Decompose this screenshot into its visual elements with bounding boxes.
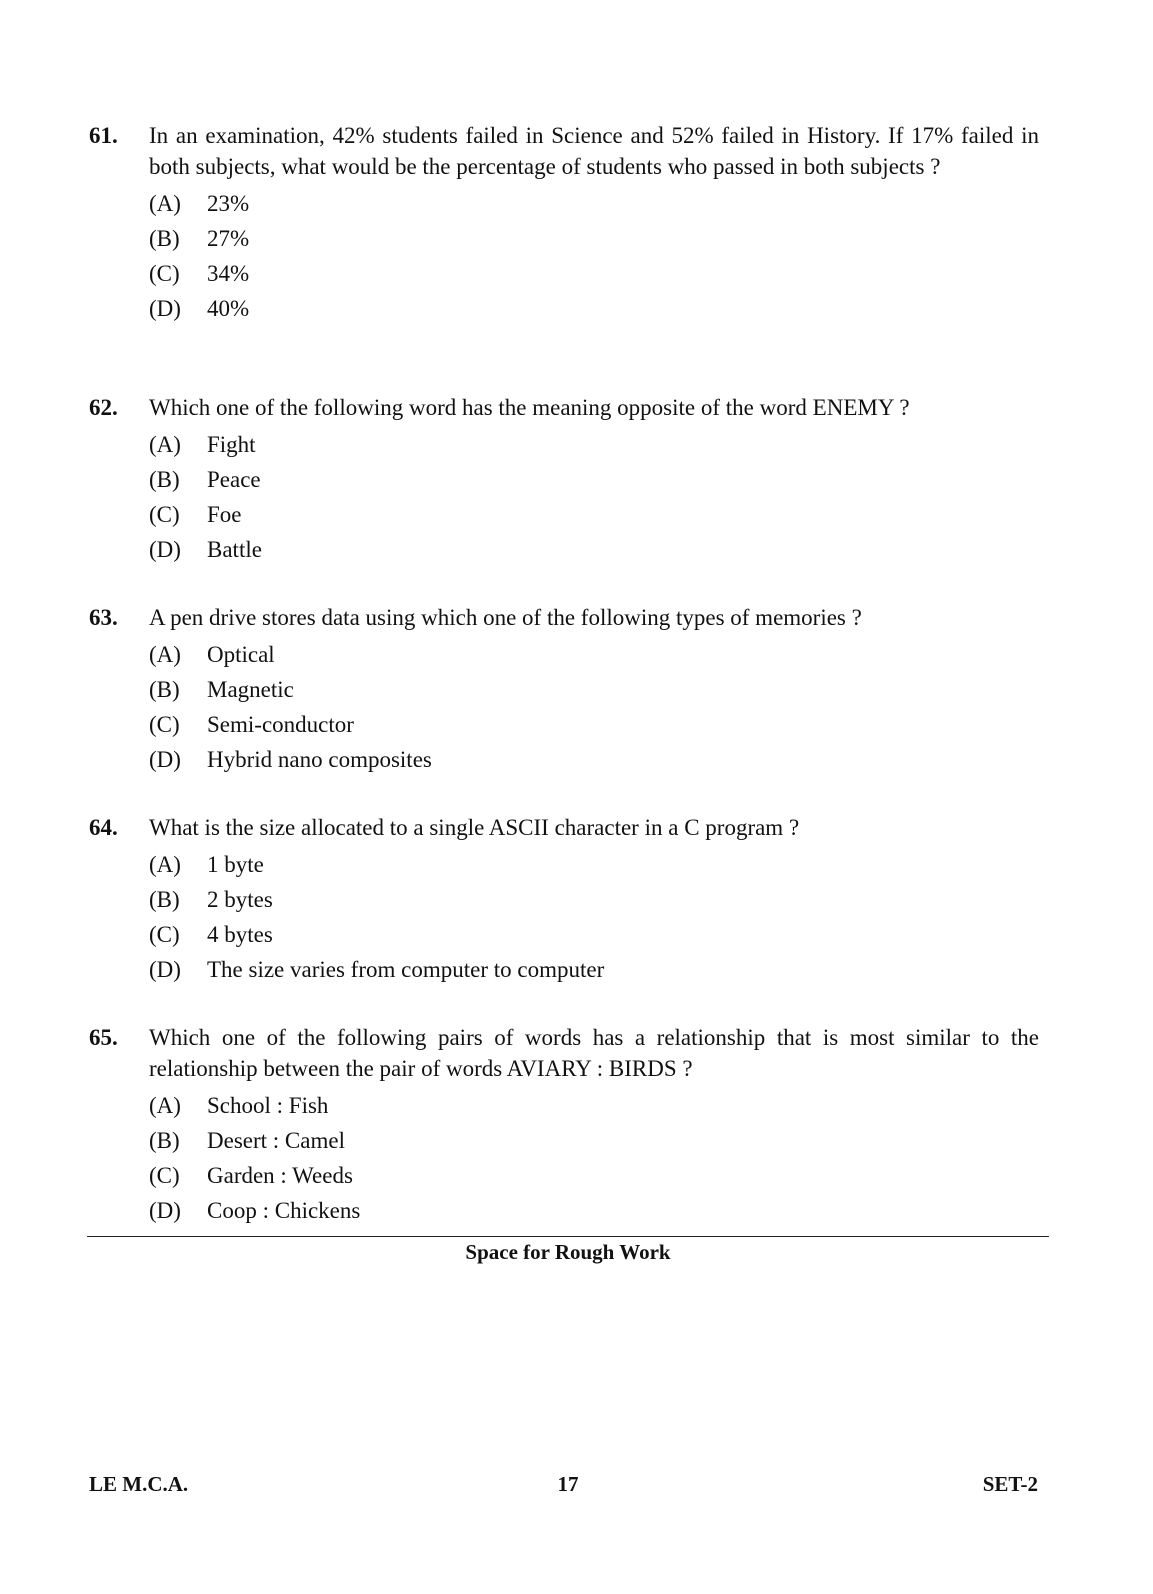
option-text: Hybrid nano composites	[207, 747, 432, 772]
option-letter: (B)	[149, 226, 180, 251]
question-65	[89, 1022, 1039, 1228]
option-b	[149, 462, 1039, 497]
option-text: 4 bytes	[207, 922, 273, 947]
question-number: 61.	[89, 123, 118, 148]
option-letter: (A)	[149, 191, 181, 216]
option-b	[149, 221, 1039, 256]
option-text: 1 byte	[207, 852, 264, 877]
option-letter: (D)	[149, 747, 181, 772]
question-text: Which one of the following word has the meaning opposite of the word ENEMY ?	[149, 395, 910, 420]
question-number: 63.	[89, 605, 118, 630]
question-text: A pen drive stores data using which one of the following types of memories ?	[149, 605, 862, 630]
option-letter: (A)	[149, 1093, 181, 1118]
option-text: Coop : Chickens	[207, 1198, 361, 1223]
option-c	[149, 1158, 1039, 1193]
option-letter: (D)	[149, 296, 181, 321]
option-text: Foe	[207, 502, 242, 527]
option-letter: (A)	[149, 432, 181, 457]
options-list	[149, 1088, 1039, 1228]
option-letter: (D)	[149, 537, 181, 562]
option-text: 23%	[207, 191, 250, 216]
option-text: Optical	[207, 642, 275, 667]
option-b	[149, 1123, 1039, 1158]
option-letter: (A)	[149, 642, 181, 667]
option-a	[149, 186, 1039, 221]
option-text: Fight	[207, 432, 256, 457]
option-text: Peace	[207, 467, 261, 492]
option-letter: (C)	[149, 502, 180, 527]
option-letter: (C)	[149, 1163, 180, 1188]
question-61	[89, 120, 1039, 326]
option-text: Semi-conductor	[207, 712, 354, 737]
question-text: Which one of the following pairs of words has a relationship that is most similar to the relationship between the pair of words AVIARY : BIRDS ?	[149, 1025, 1039, 1081]
option-a	[149, 427, 1039, 462]
rough-work-label: Space for Rough Work	[465, 1240, 671, 1264]
question-63	[89, 602, 1039, 777]
rough-work-divider	[87, 1236, 1049, 1237]
option-text: Desert : Camel	[207, 1128, 345, 1153]
option-a	[149, 637, 1039, 672]
question-text: In an examination, 42% students failed in Science and 52% failed in History. If 17% failed in both subjects, what would be the percentage of students who passed in both subjects ?	[149, 123, 1039, 179]
option-a	[149, 1088, 1039, 1123]
option-d	[149, 291, 1039, 326]
option-letter: (B)	[149, 677, 180, 702]
option-text: Battle	[207, 537, 262, 562]
footer-page-number: 17	[557, 1472, 579, 1496]
options-list	[149, 847, 1039, 987]
option-letter: (D)	[149, 1198, 181, 1223]
option-c	[149, 497, 1039, 532]
option-c	[149, 707, 1039, 742]
option-letter: (B)	[149, 467, 180, 492]
option-text: The size varies from computer to computer	[207, 957, 605, 982]
option-text: 27%	[207, 226, 250, 251]
option-b	[149, 882, 1039, 917]
option-text: 40%	[207, 296, 250, 321]
option-letter: (B)	[149, 887, 180, 912]
question-64	[89, 812, 1039, 987]
option-text: Garden : Weeds	[207, 1163, 353, 1188]
option-text: 34%	[207, 261, 250, 286]
footer-set-label: SET-2	[982, 1472, 1038, 1496]
option-text: Magnetic	[207, 677, 294, 702]
option-c	[149, 256, 1039, 291]
option-letter: (C)	[149, 261, 180, 286]
question-number: 62.	[89, 395, 118, 420]
option-letter: (C)	[149, 712, 180, 737]
option-b	[149, 672, 1039, 707]
option-letter: (A)	[149, 852, 181, 877]
option-a	[149, 847, 1039, 882]
option-text: School : Fish	[207, 1093, 329, 1118]
footer-exam-code: LE M.C.A.	[89, 1472, 189, 1496]
options-list	[149, 637, 1039, 777]
question-number: 65.	[89, 1025, 118, 1050]
question-text: What is the size allocated to a single ASCII character in a C program ?	[149, 815, 800, 840]
option-d	[149, 532, 1039, 567]
option-letter: (C)	[149, 922, 180, 947]
options-list	[149, 427, 1039, 567]
options-list	[149, 186, 1039, 326]
option-d	[149, 1193, 1039, 1228]
option-letter: (D)	[149, 957, 181, 982]
question-62	[89, 392, 1039, 567]
option-text: 2 bytes	[207, 887, 273, 912]
option-letter: (B)	[149, 1128, 180, 1153]
option-d	[149, 742, 1039, 777]
option-d	[149, 952, 1039, 987]
question-number: 64.	[89, 815, 118, 840]
option-c	[149, 917, 1039, 952]
